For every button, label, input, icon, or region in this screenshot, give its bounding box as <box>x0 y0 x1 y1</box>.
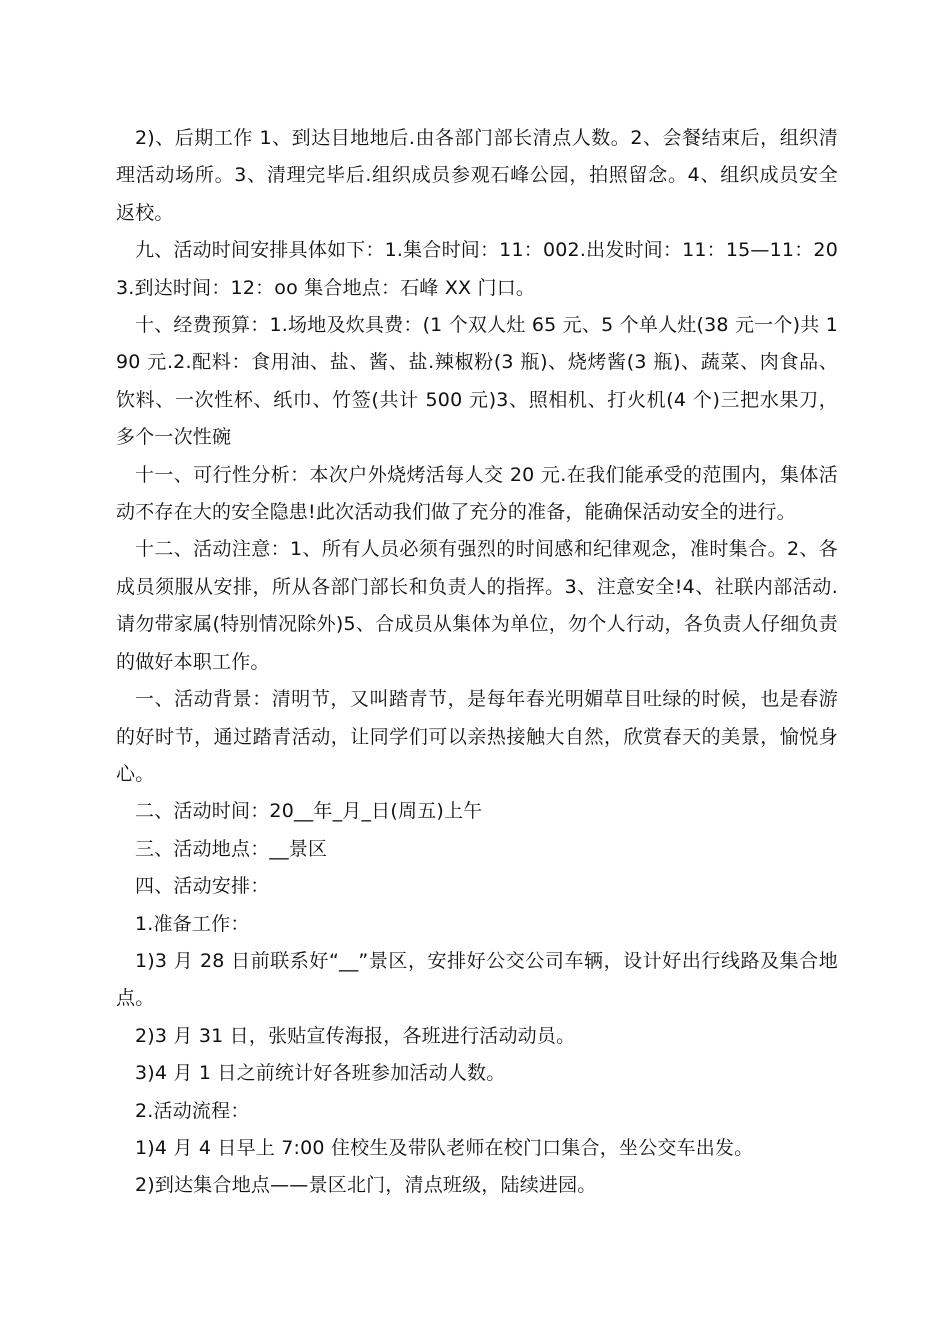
paragraph-process-heading: 2.活动流程： <box>135 1099 250 1122</box>
paragraph-post-work: 2)、后期工作 1、到达目地地后.由各部门部长清点人数。2、会餐结束后，组织清理活动场所。3、清理完毕后.组织成员参观石峰公园，拍照留念。4、组织成员安全返校。 <box>116 127 838 224</box>
paragraph-activity-time: 二、活动时间：20__年_月_日(周五)上午 <box>135 800 483 823</box>
paragraph-notes: 十二、活动注意：1、所有人员必须有强烈的时间感和纪律观念，准时集合。2、各成员须服从安排，所从各部门部长和负责人的指挥。3、注意安全!4、社联内部活动.请勿带家属(特别情况除外)5、合成员从集体为单位，勿个人行动，各负责人仔细负责的做好本职工作。 <box>116 538 838 673</box>
paragraph-arrangement-heading: 四、活动安排： <box>135 875 270 898</box>
paragraph-activity-location: 三、活动地点：__景区 <box>135 837 328 860</box>
paragraph-background: 一、活动背景：清明节，又叫踏青节，是每年春光明媚草目吐绿的时候，也是春游的好时节，通过踏青活动，让同学们可以亲热接触大自然，欣赏春天的美景，愉悦身心。 <box>116 688 838 785</box>
paragraph-budget: 十、经费预算：1.场地及炊具费：(1 个双人灶 65 元、5 个单人灶(38 元一个)共 190 元.2.配料：食用油、盐、酱、盐.辣椒粉(3 瓶)、烧烤酱(3 瓶)、蔬菜、肉食品、饮料、一次性杯、纸巾、竹签(共计 500 元)3、照相机、打火机(4 个)三把水果刀，多个一次性碗 <box>116 314 838 449</box>
document-body <box>116 120 838 1205</box>
paragraph-process-item-1: 1)4 月 4 日早上 7:00 住校生及带队老师在校门口集合，坐公交车出发。 <box>135 1136 754 1159</box>
paragraph-prep-item-2: 2)3 月 31 日，张贴宣传海报，各班进行活动动员。 <box>135 1024 576 1047</box>
paragraph-prep-item-3: 3)4 月 1 日之前统计好各班参加活动人数。 <box>135 1062 506 1085</box>
paragraph-prep-item-1: 1)3 月 28 日前联系好“__”景区，安排好公交公司车辆，设计好出行线路及集合地点。 <box>116 949 838 1010</box>
paragraph-preparation-heading: 1.准备工作： <box>135 912 250 935</box>
paragraph-process-item-2: 2)到达集合地点——景区北门，清点班级，陆续进园。 <box>135 1174 597 1197</box>
paragraph-feasibility: 十一、可行性分析：本次户外烧烤活每人交 20 元.在我们能承受的范围内，集体活动不存在大的安全隐患!此次活动我们做了充分的准备，能确保活动安全的进行。 <box>116 463 838 524</box>
paragraph-schedule: 九、活动时间安排具体如下：1.集合时间：11：002.出发时间：11：15—11：203.到达时间：12：oo 集合地点：石峰 XX 门口。 <box>116 239 838 299</box>
